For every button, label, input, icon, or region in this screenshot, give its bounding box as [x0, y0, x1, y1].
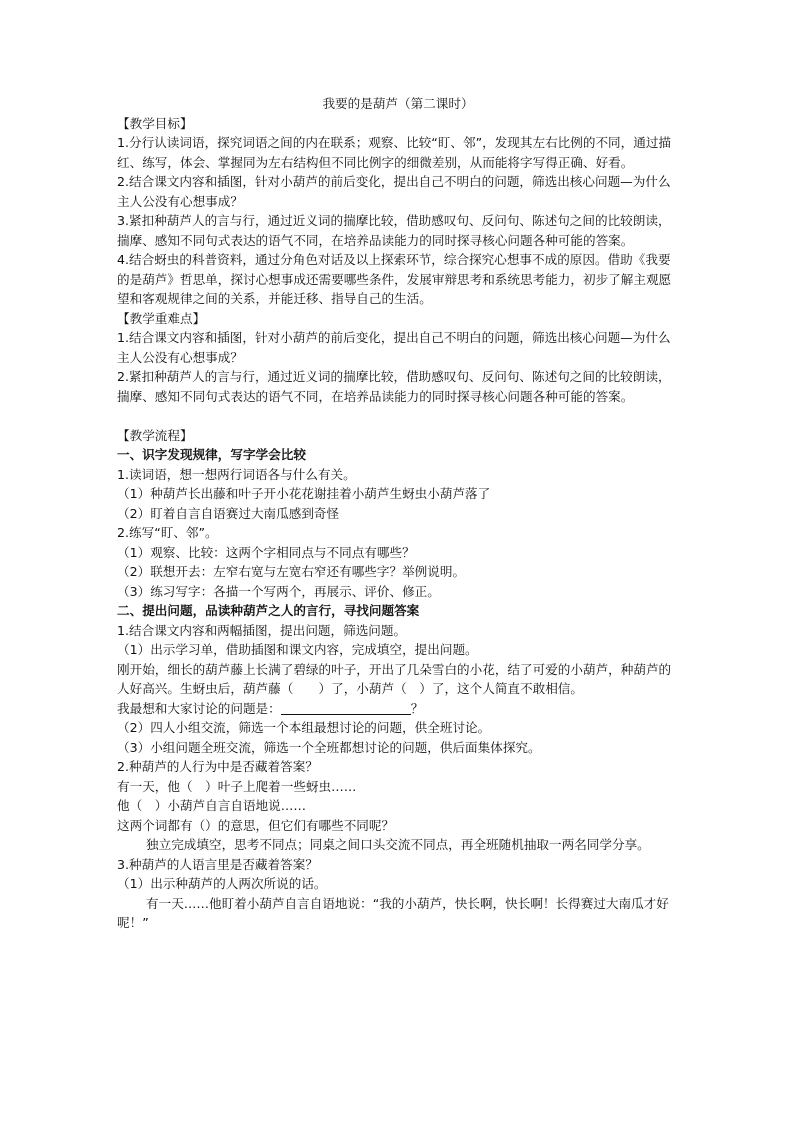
section1-item2: 2.练写“盯、邻”。 — [117, 525, 218, 540]
section2-item1-sub: （3）小组问题全班交流，筛选一个全班都想讨论的问题，供后面集体探究。 — [117, 739, 541, 755]
goals-heading: 【教学目标】 — [117, 115, 193, 131]
key-point-item: 2.紧扣种葫芦人的言与行，通过近义词的揣摩比较，借助感叹句、反问句、陈述句之间的比较朗读，揣摩、感知不同句式表达的语气不同，在培养品读能力的同时探寻核心问题各种可能的答案。 — [117, 369, 671, 404]
goal-item: 3.紧扣种葫芦人的言与行，通过近义词的揣摩比较，借助感叹句、反问句、陈述句之间的比较朗读，揣摩、感知不同句式表达的语气不同，在培养品读能力的同时探寻核心问题各种可能的答案。 — [117, 213, 671, 248]
section2-item3: 3.种葫芦的人语言里是否藏着答案？ — [117, 856, 318, 872]
question-prefix: 我最想和大家讨论的问题是： — [117, 700, 281, 716]
document-title: 我要的是葫芦（第二课时） — [322, 96, 474, 111]
section1-item2-line: （2）联想开去：左窄右宽与左宽右窄还有哪些字？举例说明。 — [117, 564, 466, 579]
goal-item: 4.结合蚜虫的科普资料，通过分角色对话及以上探索环节，综合探究心想事不成的原因。借助《我要的是葫芦》哲思单，探讨心想事成还需要哪些条件，发展审辩思考和系统思考能力，初步了解主观愿望和客观规律之间的关系，并能迁移、指导自己的生活。 — [117, 252, 672, 306]
section2-item1-question — [117, 699, 679, 719]
section1-item1-line: （1）种葫芦长出藤和叶子开小花花谢挂着小葫芦生蚜虫小葫芦落了 — [117, 486, 491, 501]
section2-item3-paragraph: 有一天……他盯着小葫芦自言自语地说：“我的小葫芦，快长啊，快长啊！长得赛过大南瓜才好呢！” — [117, 895, 669, 930]
section2-item1-sub: （1）出示学习单，借助插图和课文内容，完成填空，提出问题。 — [117, 642, 478, 657]
section2-item2-line: 他（ ）小葫芦自言自语地说…… — [117, 798, 306, 813]
answer-blank[interactable] — [281, 701, 411, 715]
flow-heading: 【教学流程】 — [117, 427, 193, 443]
spacer — [117, 406, 679, 426]
section2-heading: 二、提出问题，品读种葫芦之人的言行，寻找问题答案 — [117, 603, 420, 618]
section1-item2-line: （3）练习写字：各描一个写两个，再展示、评价、修正。 — [117, 583, 440, 599]
section2-item3-sub: （1）出示种葫芦的人两次所说的话。 — [117, 876, 327, 891]
section2-item2-line: 这两个词都有（）的意思，但它们有哪些不同呢？ — [117, 817, 395, 833]
goal-item: 1.分行认读词语，探究词语之间的内在联系；观察、比较“盯、邻”，发现其左右比例的不同，通过描红、练写，体会、掌握同为左右结构但不同比例字的细微差别，从而能将字写得正确、好看。 — [117, 135, 672, 170]
section2-item1-paragraph: 刚开始，细长的葫芦藤上长满了碧绿的叶子，开出了几朵雪白的小花，结了可爱的小葫芦，种葫芦的人好高兴。生蚜虫后，葫芦藤（ ）了，小葫芦（ ）了，这个人简直不敢相信。 — [117, 661, 672, 696]
key-points-heading: 【教学重难点】 — [117, 310, 206, 326]
section1-item2-line: （1）观察、比较：这两个字相同点与不同点有哪些？ — [117, 544, 415, 560]
document-page — [117, 94, 679, 933]
section1-item1: 1.读词语，想一想两行词语各与什么有关。 — [117, 466, 356, 482]
section2-item1-sub: （2）四人小组交流，筛选一个本组最想讨论的问题，供全班讨论。 — [117, 720, 491, 735]
question-suffix: ？ — [410, 700, 424, 716]
section2-item2-line: 独立完成填空，思考不同点；同桌之间口头交流不同点，再全班随机抽取一两名同学分享。 — [146, 837, 650, 852]
key-point-item: 1.结合课文内容和插图，针对小葫芦的前后变化，提出自己不明白的问题，筛选出核心问题—为什么主人公没有心想事成？ — [117, 330, 671, 365]
section2-item2: 2.种葫芦的人行为中是否藏着答案？ — [117, 759, 318, 774]
section1-item1-line: （2）盯着自言自语赛过大南瓜感到奇怪 — [117, 505, 340, 521]
section2-item1: 1.结合课文内容和两幅插图，提出问题，筛选问题。 — [117, 622, 407, 638]
section2-item2-line: 有一天，他（ ）叶子上爬着一些蚜虫…… — [117, 778, 357, 794]
section1-heading: 一、识字发现规律，写字学会比较 — [117, 447, 306, 462]
goal-item: 2.结合课文内容和插图，针对小葫芦的前后变化，提出自己不明白的问题，筛选出核心问题—为什么主人公没有心想事成？ — [117, 174, 671, 209]
